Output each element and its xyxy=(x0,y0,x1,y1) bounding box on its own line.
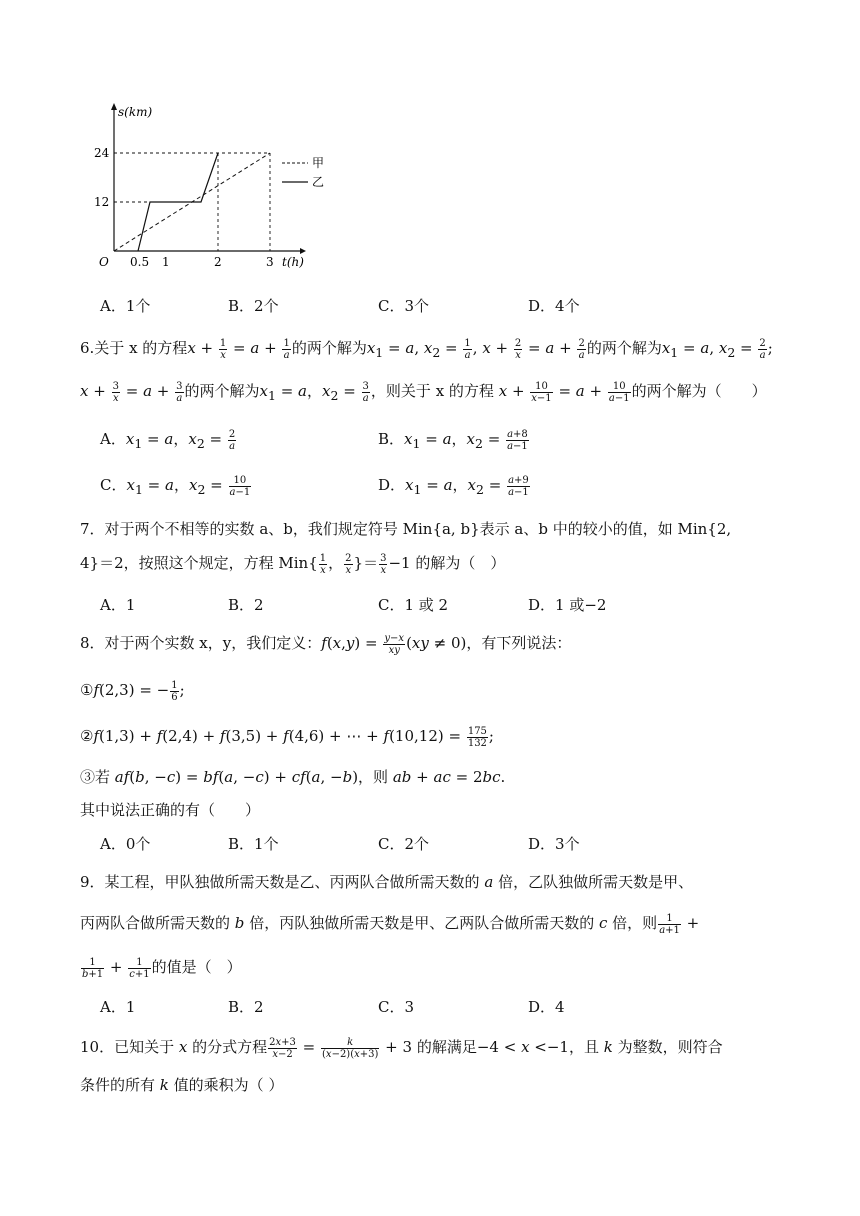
q7-option-b: B．2 xyxy=(228,596,264,614)
q9-option-c: C．3 xyxy=(378,998,415,1016)
q9-line3: $\frac{1}{b+1}$ + $\frac{1}{c+1}$ 的值是（ ） xyxy=(82,956,242,980)
origin-label: O xyxy=(99,255,109,269)
q8-question: 其中说法正确的有（ ） xyxy=(80,801,261,819)
line-yi xyxy=(138,153,218,251)
q9-option-b: B．2 xyxy=(228,998,264,1016)
q5-option-a: A．1个 xyxy=(100,297,151,315)
q8-option-b: B．1个 xyxy=(228,835,279,853)
x-axis-label: t(h) xyxy=(282,255,304,269)
q6-option-d: D．$x_1 = a$，$x_2$ = $\frac{a+9}{a-1}$ xyxy=(378,474,529,498)
q6-option-c: C．$x_1 = a$，$x_2$ = $\frac{10}{a-1}$ xyxy=(100,474,251,498)
y-axis-label: s(km) xyxy=(118,105,153,119)
q8-option-a: A．0个 xyxy=(100,835,151,853)
q8-option-d: D．3个 xyxy=(528,835,580,853)
q5-option-b: B．2个 xyxy=(228,297,279,315)
q8-option-c: C．2个 xyxy=(378,835,430,853)
y-tick-12: 12 xyxy=(94,195,110,209)
q7-line1: 7．对于两个不相等的实数 a、b，我们规定符号 Min{a, b}表示 a、b 中的较小的值，如 Min{2, xyxy=(80,520,732,538)
q5-option-d: D．4个 xyxy=(528,297,580,315)
q6-option-b: B．$x_1 = a$，$x_2$ = $\frac{a+8}{a-1}$ xyxy=(378,428,528,452)
x-tick-3: 3 xyxy=(266,255,274,269)
distance-time-graph xyxy=(68,96,338,276)
q9-line1: 9．某工程，甲队独做所需天数是乙、丙两队合做所需天数的 a 倍，乙队独做所需天数是甲、 xyxy=(80,873,694,891)
q10-line2: 条件的所有 k 值的乘积为（ ） xyxy=(80,1076,284,1094)
q7-option-c: C．1 或 2 xyxy=(378,596,449,614)
legend-jia: 甲 xyxy=(312,156,325,170)
x-tick-1: 1 xyxy=(162,255,170,269)
q8-statement-3: ③若 af(b, −c) = bf(a, −c) + cf(a, −b)，则 ab + ac = 2bc. xyxy=(80,768,506,786)
q9-line2: 丙两队合做所需天数的 b 倍，丙队独做所需天数是甲、乙两队合做所需天数的 c 倍，则 $\frac{1}{a+1}$ + xyxy=(80,912,700,936)
q9-option-a: A．1 xyxy=(100,998,136,1016)
legend-yi: 乙 xyxy=(312,175,325,189)
x-tick-2: 2 xyxy=(214,255,222,269)
q8-statement-1: ①f(2,3) = − $\frac{1}{6}$ ; xyxy=(80,679,185,703)
q6-line2: x + $\frac{3}{x}$ = a + $\frac{3}{a}$ 的两个解为$x_1 = a$，$x_2$ = $\frac{3}{a}$ ，则关于 x 的方程 x + $\frac{10}{x-1}$ = a + $\frac{10}{a-1}$ 的两个解为（ ） xyxy=(80,380,767,404)
y-tick-24: 24 xyxy=(94,146,110,160)
q8-line1: 8．对于两个实数 x，y，我们定义：f(x,y) = $\frac{y-x}{xy}$ (xy ≠ 0)，有下列说法： xyxy=(80,632,572,656)
q8-statement-2: ②f(1,3) + f(2,4) + f(3,5) + f(4,6) + ⋯ + f(10,12) = $\frac{175}{132}$ ; xyxy=(80,725,494,749)
q9-option-d: D．4 xyxy=(528,998,565,1016)
q6-line1: 6.关于 x 的方程x + $\frac{1}{x}$ = a + $\frac{1}{a}$ 的两个解为$x_1 = a$, $x_2$ = $\frac{1}{a}$ , x + $\frac{2}{x}$ = a + $\frac{2}{a}$ 的两个解为$x_1 = a$, $x_2$ = $\frac{2}{a}$ ; xyxy=(80,337,773,361)
q6-option-a: A．$x_1 = a$，$x_2$ = $\frac{2}{a}$ xyxy=(100,428,236,452)
q10-line1: 10．已知关于 x 的分式方程 $\frac{2x+3}{x-2}$ = $\frac{k}{(x-2)(x+3)}$ + 3 的解满足−4 < x <−1，且 k 为整数，则符合 xyxy=(80,1036,723,1060)
q7-line2: 4}＝2，按照这个规定，方程 Min{ $\frac{1}{x}$ ， $\frac{2}{x}$ }＝ $\frac{3}{x}$ −1 的解为（ ） xyxy=(80,552,506,576)
q7-option-a: A．1 xyxy=(100,596,136,614)
q7-option-d: D．1 或−2 xyxy=(528,596,607,614)
q5-option-c: C．3个 xyxy=(378,297,430,315)
x-tick-0-5: 0.5 xyxy=(130,255,150,269)
